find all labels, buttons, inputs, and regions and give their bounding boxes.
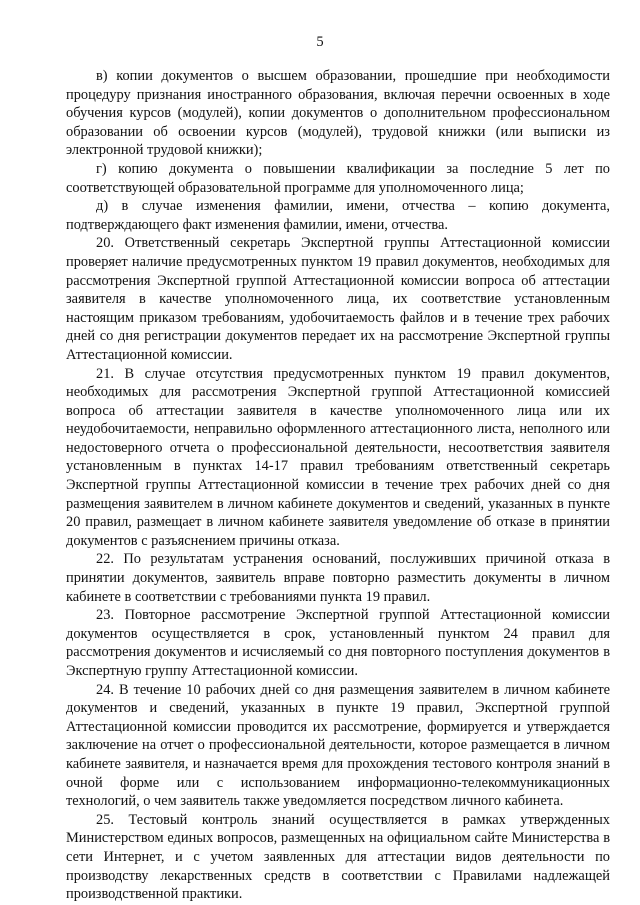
paragraph-21: 21. В случае отсутствия предусмотренных пунктом 19 правил документов, необходимых для рассмотрения Экспертной группой Аттестационной комиссией вопроса об аттестации заявителя в качестве уполномоченного лица или их неудобочитаемости, неправильно оформленного аттестационного листа, неполного или недостоверного отчета о профессиональной деятельности, несоответствия заявителя установленным в пунктах 14-17 правил требованиям ответственный секретарь Экспертной группы Аттестационной комиссии в течение трех рабочих дней со дня размещения заявителем в личном кабинете документов и сведений, указанных в пункте 20 правил, размещает в личном кабинете заявителя уведомление об отказе в принятии документов с разъяснением причины отказа.: [66, 365, 610, 549]
paragraph-item-g: г) копию документа о повышении квалификации за последние 5 лет по соответствующей образовательной программе для уполномоченного лица;: [66, 160, 610, 196]
paragraph-24: 24. В течение 10 рабочих дней со дня размещения заявителем в личном кабинете документов и сведений, указанных в пункте 19 правил, Экспертной группой Аттестационной комиссии проводится их рассмотрение, формируется и утверждается заключение на отчет о профессиональной деятельности, которое размещается в личном кабинете заявителя, и назначается время для прохождения тестового контроля знаний в очной форме или с использованием информационно-телекоммуникационных технологий, о чем заявитель также уведомляется посредством личного кабинета.: [66, 681, 610, 810]
paragraph-25: 25. Тестовый контроль знаний осуществляется в рамках утвержденных Министерством единых вопросов, размещенных на официальном сайте Министерства в сети Интернет, и с учетом заявленных для аттестации видов деятельности по производству лекарственных средств в соответствии с Правилами надлежащей производственной практики.: [66, 811, 610, 903]
paragraph-item-v: в) копии документов о высшем образовании, прошедшие при необходимости процедуру признания иностранного образования, включая перечни освоенных в ходе обучения курсов (модулей), копии документов о дополнительном профессиональном образовании об освоении курсов (модулей), трудовой книжки (или выписки из электронной трудовой книжки);: [66, 68, 610, 159]
paragraph-20: 20. Ответственный секретарь Экспертной группы Аттестационной комиссии проверяет наличие предусмотренных пунктом 19 правил документов, необходимых для рассмотрения Экспертной группой Аттестационной комиссии вопроса об аттестации заявителя в качестве уполномоченного лица, их соответствие установленным настоящим приказом требованиям, удобочитаемость файлов и в течение трех рабочих дней со дня регистрации документов передает их на рассмотрение Экспертной группы Аттестационной комиссии.: [66, 235, 610, 363]
paragraph-item-d: д) в случае изменения фамилии, имени, отчества – копию документа, подтверждающего факт изменения фамилии, имени, отчества.: [66, 198, 610, 233]
paragraph-22: 22. По результатам устранения оснований, послуживших причиной отказа в принятии документов, заявитель вправе повторно разместить документы в личном кабинете в соответствии с требованиями пункта 19 правил.: [66, 551, 610, 605]
document-body: [66, 67, 610, 904]
paragraph-23: 23. Повторное рассмотрение Экспертной группой Аттестационной комиссии документов осуществляется в срок, установленный пунктом 24 правил для рассмотрения документов и исчисляемый со дня повторного поступления документов в Экспертную группу Аттестационной комиссии.: [66, 607, 610, 679]
page-number: 5: [316, 34, 324, 50]
